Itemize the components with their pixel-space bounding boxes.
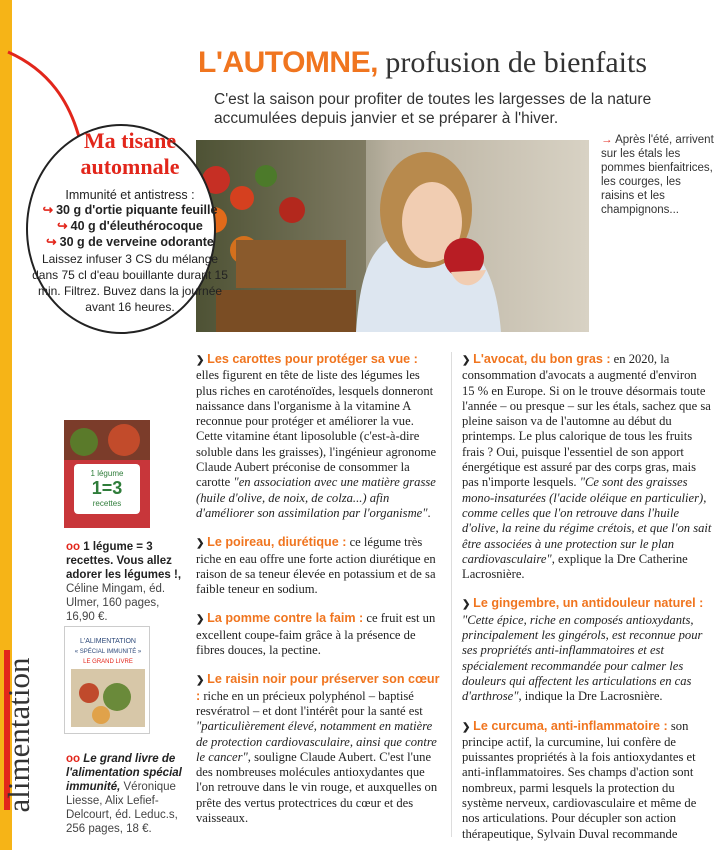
article-avocat: ❯ L'avocat, du bon gras : en 2020, la consommation d'avocats a augmenté d'environ 15 % en Europe. Si on le trouve désormais toute l'année – ou presque – sur les étals, sachez que sa pleine saison va de l'automne au début du printemps. Le plus calorique de tous les fruits frais ? Oui, puisque l'essentiel de son apport énergétique est assuré par des corps gras, mais pas n'importe lesquels. "Ce sont des graisses mono-insaturées (l'acide oléique en particulier), comme celles que l'on retrouve dans l'huile d'olive, la reine du régime crétois, et que l'on sait être associées à une protection sur le plan cardiovasculaire", explique la Dre Catherine Lacrosnière. [462,352,712,582]
tisane-ingredient: ↪ 30 g d'ortie piquante feuille [42,203,218,217]
book-cover-1 [64,420,150,528]
heading-carottes: ❯ Les carottes pour protéger sa vue : [196,352,418,366]
article-poireau: ❯ Le poireau, diurétique : ce légume très riche en eau offre une forte action diurétique en raison de sa teneur élevée en potassium et de sa faible teneur en sodium. [196,535,441,597]
section-label [0,640,38,830]
subtitle: C'est la saison pour profiter de toutes les largesses de la nature accumulées depuis janvier et se préparer à l'hiver. [214,91,652,127]
tisane-instructions: Laissez infuser 3 CS du mélange dans 75 cl d'eau bouillante durant 15 min. Filtrez. Buvez dans la journée avant 16 heures. [32,252,228,314]
article-column-1 [196,352,441,840]
bullet-arrow-icon: ↪ [46,235,57,249]
tisane-ingredient: ↪ 30 g de verveine odorante [46,235,214,249]
bullet-arrow-icon: ↪ [57,219,68,233]
page-title [198,46,647,80]
heading-avocat: ❯ L'avocat, du bon gras : [462,352,611,366]
reading-glasses-icon: oo [66,541,84,553]
tisane-title-line2: automnale [80,154,180,179]
section-label-text: alimentation [1,657,36,813]
cover2-bottom: LE GRAND LIVRE [83,659,133,665]
cover1-top: 1 légume [90,469,124,478]
tisane-title-line1: Ma tisane [83,128,177,153]
arrow-right-icon: → [601,134,616,146]
cover2-top: L'ALIMENTATION [80,638,136,645]
heading-curcuma: ❯ Le curcuma, anti-inflammatoire : [462,719,668,733]
cover2-main: « SPÉCIAL IMMUNITÉ » [74,649,142,655]
article-gingembre: ❯ Le gingembre, un antidouleur naturel : "Cette épice, riche en composés antioxydants, principalement les gingérols, est reconnue pour ses propriétés anti-inflammatoires et est spécialement recommandée pour calmer les douleurs qui affectent les articulations en cas d'arthrose", indique la Dre Lacrosnière. [462,596,712,704]
article-column-2 [462,352,712,850]
heading-gingembre: ❯ Le gingembre, un antidouleur naturel : [462,596,703,610]
cover1-main: 1=3 [91,478,123,498]
article-curcuma: ❯ Le curcuma, anti-inflammatoire : son principe actif, la curcumine, lui confère de puissantes propriétés à la fois antioxydantes et anti-inflammatoires. Ses champs d'action sont nombreux, parmi lesquels la protection du système nerveux, cardiovasculaire et même de nos articulations. Pour décupler son action thérapeutique, Sylvain Duval recommande [462,719,712,842]
reading-glasses-icon: oo [66,753,84,765]
heading-poireau: ❯ Le poireau, diurétique : [196,535,346,549]
book-info-1 [66,540,184,624]
tisane-intro: Immunité et antistress : [65,188,195,202]
title-rest: profusion de bienfaits [377,46,648,79]
tisane-box [30,128,230,315]
book-title-2: Le grand livre de l'alimentation spécial immunité, [66,753,182,793]
title-highlight: L'AUTOMNE, [198,46,378,79]
woman-smelling-apple-photo [196,140,589,332]
cover1-bottom: recettes [92,499,122,508]
article-raisin: ❯ Le raisin noir pour préserver son cœur : riche en un précieux polyphénol – baptisé resvératrol – et dont l'intérêt pour la santé est "particulièrement élevé, notamment en matière de protection cardiovasculaire, ainsi que contre le cancer", souligne Claude Aubert. C'est l'une des nombreuses molécules antioxydantes que l'on retrouve dans le vin rouge, et auxquelles on prête des vertus protectrices du cœur et des vaisseaux. [196,672,441,826]
heading-pomme: ❯ La pomme contre la faim : [196,611,363,625]
book-cover-2 [64,626,150,734]
book-details-1: Céline Mingam, éd. Ulmer, 160 pages, 16,90 €. [66,583,166,623]
book-details-2: Véronique Liesse, Alix Lefief-Delcourt, éd. Leduc.s, 256 pages, 18 €. [66,781,178,835]
book-info-2 [66,752,184,836]
tisane-ingredient: ↪ 40 g d'éleuthérocoque [57,219,203,233]
heading-raisin: ❯ Le raisin noir pour préserver son cœur : [196,672,440,702]
article-carottes: ❯ Les carottes pour protéger sa vue : elles figurent en tête de liste des légumes les plus riches en caroténoïdes, lesquels donneront naissance dans l'organisme à la vitamine A reconnue pour protéger et améliorer la vue. Cette vitamine étant liposoluble (c'est-à-dire soluble dans les graisses), l'ingénieur agronome Claude Aubert préconise de consommer la carotte "en association avec une matière grasse (huile d'olive, de noix, de colza...) afin d'améliorer son assimilation par l'organisme". [196,352,441,521]
bullet-arrow-icon: ↪ [42,203,54,217]
column-divider [451,352,452,837]
article-pomme: ❯ La pomme contre la faim : ce fruit est un excellent coupe-faim grâce à la présence de fibres douces, la pectine. [196,611,441,658]
photo-caption: → Après l'été, arrivent sur les étals les pommes bienfaitrices, les courges, les raisins et les champignons... [601,134,714,216]
book-title-1: 1 légume = 3 recettes. Vous allez adorer les légumes !, [66,541,182,581]
